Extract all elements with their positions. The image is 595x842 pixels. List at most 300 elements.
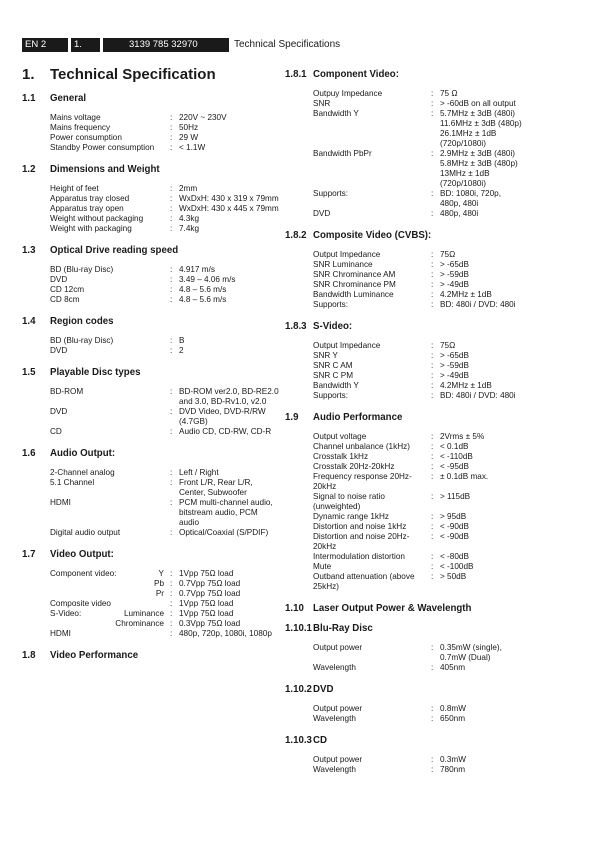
spec-separator: : [170,498,173,507]
spec-row [22,265,279,275]
spec-row [285,522,575,532]
spec-value: 0.3Vpp 75Ω load [179,619,241,628]
spec-section [22,93,279,153]
spec-value: 4.917 m/s [179,265,215,274]
spec-separator: : [431,371,434,380]
spec-row [285,89,575,99]
spec-separator: : [170,184,173,193]
spec-separator: : [431,492,434,501]
spec-separator: : [431,643,434,652]
spec-row [285,442,575,452]
spec-value: < 0.1dB [440,442,469,451]
section-number: 1.10.2 [285,684,312,695]
spec-row [285,663,575,673]
spec-separator: : [170,336,173,345]
spec-label: Output Impedance [313,250,381,259]
spec-value: WxDxH: 430 x 319 x 79mm [179,194,279,203]
spec-value: DVD Video, DVD-R/RW (4.7GB) [179,407,266,426]
spec-row [285,371,575,381]
section-heading [285,735,575,747]
spec-label: Weight without packaging [50,214,144,223]
spec-label: SNR Chrominance PM [313,280,396,289]
spec-row [285,391,575,401]
spec-value: 2 [179,346,184,355]
spec-label: Digital audio output [50,528,121,537]
spec-separator: : [431,361,434,370]
spec-section [22,164,279,234]
spec-label: BD-ROM [50,387,84,396]
section-number: 1.6 [22,448,36,459]
spec-separator: : [170,619,173,628]
spec-row [285,341,575,351]
spec-label: Height of feet [50,184,99,193]
spec-label: Mains voltage [50,113,101,122]
spec-label: SNR [313,99,331,108]
header-title: Technical Specifications [234,39,341,50]
spec-value: 0.7Vpp 75Ω load [179,589,241,598]
spec-row [22,336,279,346]
spec-value: 4.8 – 5.6 m/s [179,295,227,304]
spec-label: Wavelength [313,714,356,723]
spec-row [22,589,279,599]
section-title: Composite Video (CVBS): [313,230,432,241]
spec-separator: : [431,300,434,309]
section-title: S-Video: [313,321,353,332]
section-title: Optical Drive reading speed [50,245,179,256]
spec-row [22,204,279,214]
spec-separator: : [431,391,434,400]
spec-value: 0.35mW (single), 0.7mW (Dual) [440,643,502,662]
spec-row [285,189,575,209]
spec-value: > -60dB on all output [440,99,516,108]
spec-value: BD: 480i / DVD: 480i [440,391,516,400]
spec-row [285,492,575,512]
spec-section [22,650,279,662]
section-title: Laser Output Power & Wavelength [313,603,472,614]
spec-row [22,133,279,143]
spec-row [285,472,575,492]
spec-row [22,214,279,224]
spec-separator: : [431,341,434,350]
section-number: 1.3 [22,245,36,256]
section-heading [22,164,279,176]
spec-value: > -49dB [440,280,469,289]
spec-value: > 95dB [440,512,467,521]
spec-row [285,643,575,663]
spec-value: 780nm [440,765,466,774]
spec-row [22,275,279,285]
spec-label: Dynamic range 1kHz [313,512,389,521]
spec-separator: : [170,123,173,132]
section-number: 1.8 [22,650,36,661]
spec-separator: : [431,472,434,481]
section-heading [285,623,575,635]
spec-value: > -65dB [440,260,469,269]
spec-value: < 1.1W [179,143,206,152]
spec-label: Output voltage [313,432,367,441]
spec-value: 220V ~ 230V [179,113,227,122]
section-heading [22,316,279,328]
spec-row [285,704,575,714]
spec-value: 75Ω [440,250,456,259]
spec-value: PCM multi-channel audio, bitstream audio, PCM audio [179,498,273,527]
section-title: Audio Output: [50,448,116,459]
spec-row [22,609,279,619]
spec-row [22,427,279,437]
spec-value: 75Ω [440,341,456,350]
spec-separator: : [431,714,434,723]
spec-value: < -90dB [440,522,469,531]
spec-row [22,629,279,639]
spec-row [22,528,279,538]
section-heading [285,684,575,696]
spec-value: WxDxH: 430 x 445 x 79mm [179,204,279,213]
spec-separator: : [170,407,173,416]
section-heading [22,245,279,257]
spec-label: Bandwidth Y [313,381,359,390]
spec-row [22,498,279,528]
spec-label: Output power [313,755,363,764]
spec-value: > -65dB [440,351,469,360]
spec-label: Bandwidth PbPr [313,149,372,158]
spec-row [22,599,279,609]
spec-value: 4.8 – 5.6 m/s [179,285,227,294]
spec-row [285,260,575,270]
spec-label: Supports: [313,189,349,198]
spec-separator: : [170,569,173,578]
spec-row [22,224,279,234]
spec-separator: : [170,629,173,638]
spec-row [22,407,279,427]
spec-section [285,603,575,615]
spec-separator: : [431,89,434,98]
spec-label: Distortion and noise 1kHz [313,522,407,531]
spec-section [285,230,575,310]
spec-separator: : [431,99,434,108]
spec-label: Standby Power consumption [50,143,155,152]
spec-separator: : [170,194,173,203]
section-number: 1.10 [285,603,304,614]
spec-value: < -90dB [440,532,469,541]
spec-row [22,295,279,305]
spec-separator: : [431,189,434,198]
spec-separator: : [431,290,434,299]
spec-value: Left / Right [179,468,219,477]
spec-row [22,113,279,123]
spec-label: SNR Luminance [313,260,373,269]
spec-label: S-Video: [50,609,82,618]
spec-value: 0.7Vpp 75Ω load [179,579,241,588]
spec-value: > 50dB [440,572,467,581]
spec-separator: : [170,346,173,355]
section-title: Audio Performance [313,412,403,423]
section-title: Video Output: [50,549,114,560]
right-column [285,69,575,786]
spec-label: HDMI [50,498,71,507]
section-heading [285,412,575,424]
section-number: 1.2 [22,164,36,175]
spec-label: Crosstalk 1kHz [313,452,369,461]
header-cell-chapter: 1. [71,38,100,52]
spec-label: CD 12cm [50,285,85,294]
spec-label: HDMI [50,629,71,638]
spec-row [22,478,279,498]
spec-label: Apparatus tray closed [50,194,130,203]
spec-section [285,69,575,219]
spec-value: 4.2MHz ± 1dB [440,290,492,299]
spec-label: Mute [313,562,332,571]
spec-separator: : [431,572,434,581]
spec-section [22,245,279,305]
spec-label: Outband attenuation (above 25kHz) [313,572,415,591]
section-title: DVD [313,684,334,695]
spec-separator: : [170,387,173,396]
spec-label: SNR Chrominance AM [313,270,396,279]
spec-label: Outpuy Impedance [313,89,383,98]
spec-value: < -95dB [440,462,469,471]
spec-row [22,579,279,589]
spec-separator: : [431,522,434,531]
spec-row [285,280,575,290]
spec-separator: : [170,579,173,588]
spec-row [285,300,575,310]
spec-row [22,346,279,356]
spec-row [22,569,279,579]
spec-separator: : [170,295,173,304]
spec-label: 2-Channel analog [50,468,115,477]
spec-sublabel: Pr [155,589,164,598]
spec-label: Wavelength [313,663,356,672]
header-cell-docnumber: 3139 785 32970 [103,38,229,52]
spec-label: Crosstalk 20Hz-20kHz [313,462,395,471]
spec-row [285,250,575,260]
section-heading [285,69,575,81]
spec-value: Audio CD, CD-RW, CD-R [179,427,272,436]
spec-label: Mains frequency [50,123,111,132]
spec-label: Output power [313,704,363,713]
spec-separator: : [431,765,434,774]
spec-value: 650nm [440,714,466,723]
spec-value: 5.7MHz ± 3dB (480i) 11.6MHz ± 3dB (480p) 26.1MHz ± 1dB (720p/1080i) [440,109,522,148]
spec-row [22,143,279,153]
spec-value: BD: 480i / DVD: 480i [440,300,516,309]
spec-separator: : [431,552,434,561]
spec-value: 2mm [179,184,198,193]
spec-value: 4.2MHz ± 1dB [440,381,492,390]
spec-separator: : [170,214,173,223]
section-number: 1.8.2 [285,230,307,241]
spec-row [22,619,279,629]
spec-separator: : [431,462,434,471]
spec-sublabel: Luminance [123,609,164,618]
spec-separator: : [170,589,173,598]
spec-label [50,589,156,599]
spec-label: Output Impedance [313,341,381,350]
spec-separator: : [170,224,173,233]
spec-value: 0.8mW [440,704,466,713]
spec-separator: : [431,452,434,461]
spec-row [285,290,575,300]
section-heading [285,321,575,333]
spec-label: Bandwidth Luminance [313,290,394,299]
spec-label: Bandwidth Y [313,109,359,118]
spec-separator: : [431,532,434,541]
spec-value: 75 Ω [440,89,458,98]
spec-label: CD [50,427,62,436]
spec-separator: : [431,512,434,521]
spec-row [285,381,575,391]
section-title: Region codes [50,316,114,327]
spec-section [22,367,279,437]
spec-separator: : [431,562,434,571]
section-number: 1.9 [285,412,299,423]
spec-separator: : [431,149,434,158]
header-cell-page: EN 2 [22,38,68,52]
spec-separator: : [170,113,173,122]
section-heading [22,448,279,460]
spec-row [285,109,575,149]
section-heading [285,230,575,242]
spec-value: Front L/R, Rear L/R, Center, Subwoofer [179,478,253,497]
left-column [22,66,279,672]
spec-label: Frequency response 20Hz-20kHz [313,472,412,491]
spec-row [285,714,575,724]
section-number: 1.1 [22,93,36,104]
spec-row [285,562,575,572]
section-number: 1.8.3 [285,321,307,332]
spec-sublabel: Pb [153,579,164,588]
spec-section [285,684,575,724]
spec-label [50,619,115,629]
spec-row [285,270,575,280]
spec-separator: : [431,704,434,713]
spec-separator: : [170,609,173,618]
spec-value: 405nm [440,663,466,672]
spec-separator: : [170,285,173,294]
spec-row [22,285,279,295]
spec-row [285,552,575,562]
spec-value: BD: 1080i, 720p, 480p, 480i [440,189,501,208]
spec-row [285,99,575,109]
spec-section [22,316,279,356]
section-heading [22,367,279,379]
spec-label: DVD [50,275,68,284]
spec-label: SNR Y [313,351,338,360]
spec-value: ± 0.1dB max. [440,472,489,481]
spec-value: > 115dB [440,492,471,501]
section-number: 1.10.3 [285,735,312,746]
section-number: 1.10.1 [285,623,312,634]
spec-separator: : [431,663,434,672]
spec-label [50,579,154,589]
spec-value: 1Vpp 75Ω load [179,569,234,578]
section-heading [22,650,279,662]
spec-value: 3.49 – 4.06 m/s [179,275,236,284]
spec-separator: : [431,260,434,269]
spec-separator: : [170,427,173,436]
main-title-number: 1. [22,66,35,83]
section-title: Dimensions and Weight [50,164,160,175]
spec-separator: : [170,133,173,142]
spec-row [285,755,575,765]
spec-separator: : [431,209,434,218]
page-header [0,38,595,52]
spec-section [285,623,575,673]
spec-value: < -80dB [440,552,469,561]
section-title: Playable Disc types [50,367,141,378]
spec-separator: : [170,143,173,152]
spec-section [285,321,575,401]
spec-section [22,549,279,639]
section-title: Video Performance [50,650,139,661]
spec-row [285,432,575,442]
spec-sublabel: Y [158,569,164,578]
spec-label: DVD [313,209,331,218]
spec-separator: : [431,442,434,451]
spec-row [285,351,575,361]
spec-row [22,468,279,478]
spec-row [285,209,575,219]
spec-label: Weight with packaging [50,224,132,233]
spec-value: BD-ROM ver2.0, BD-RE2.0 and 3.0, BD-Rv1.0, v2.0 [179,387,279,406]
spec-row [285,765,575,775]
spec-label: BD (Blu-ray Disc) [50,336,114,345]
main-title [22,66,279,84]
spec-section [285,412,575,592]
spec-sublabel: Chrominance [115,619,164,628]
section-title: Blu-Ray Disc [313,623,373,634]
spec-label: Intermodulation distortion [313,552,405,561]
spec-label: Channel unbalance (1kHz) [313,442,410,451]
spec-label: DVD [50,407,68,416]
spec-value: B [179,336,185,345]
spec-row [285,512,575,522]
spec-value: > -49dB [440,371,469,380]
spec-label: CD 8cm [50,295,80,304]
spec-value: 1Vpp 75Ω load [179,609,234,618]
main-title-text: Technical Specification [50,66,216,83]
spec-label: Apparatus tray open [50,204,124,213]
spec-value: < -100dB [440,562,474,571]
spec-row [22,194,279,204]
spec-separator: : [170,265,173,274]
spec-value: 480p, 720p, 1080i, 1080p [179,629,272,638]
spec-label: Output power [313,643,363,652]
section-title: General [50,93,87,104]
spec-row [285,572,575,592]
spec-label: Component video: [50,569,117,578]
spec-label: SNR C PM [313,371,354,380]
spec-label: SNR C AM [313,361,353,370]
section-title: Component Video: [313,69,399,80]
spec-section [22,448,279,538]
spec-label: Power consumption [50,133,122,142]
spec-value: 480p, 480i [440,209,479,218]
spec-separator: : [431,250,434,259]
spec-label: DVD [50,346,68,355]
spec-label: Distortion and noise 20Hz-20kHz [313,532,410,551]
spec-separator: : [170,468,173,477]
spec-value: 1Vpp 75Ω load [179,599,234,608]
spec-separator: : [431,280,434,289]
spec-value: Optical/Coaxial (S/PDIF) [179,528,269,537]
spec-separator: : [431,381,434,390]
spec-separator: : [431,755,434,764]
spec-separator: : [431,109,434,118]
spec-separator: : [431,432,434,441]
spec-row [22,387,279,407]
spec-row [22,184,279,194]
